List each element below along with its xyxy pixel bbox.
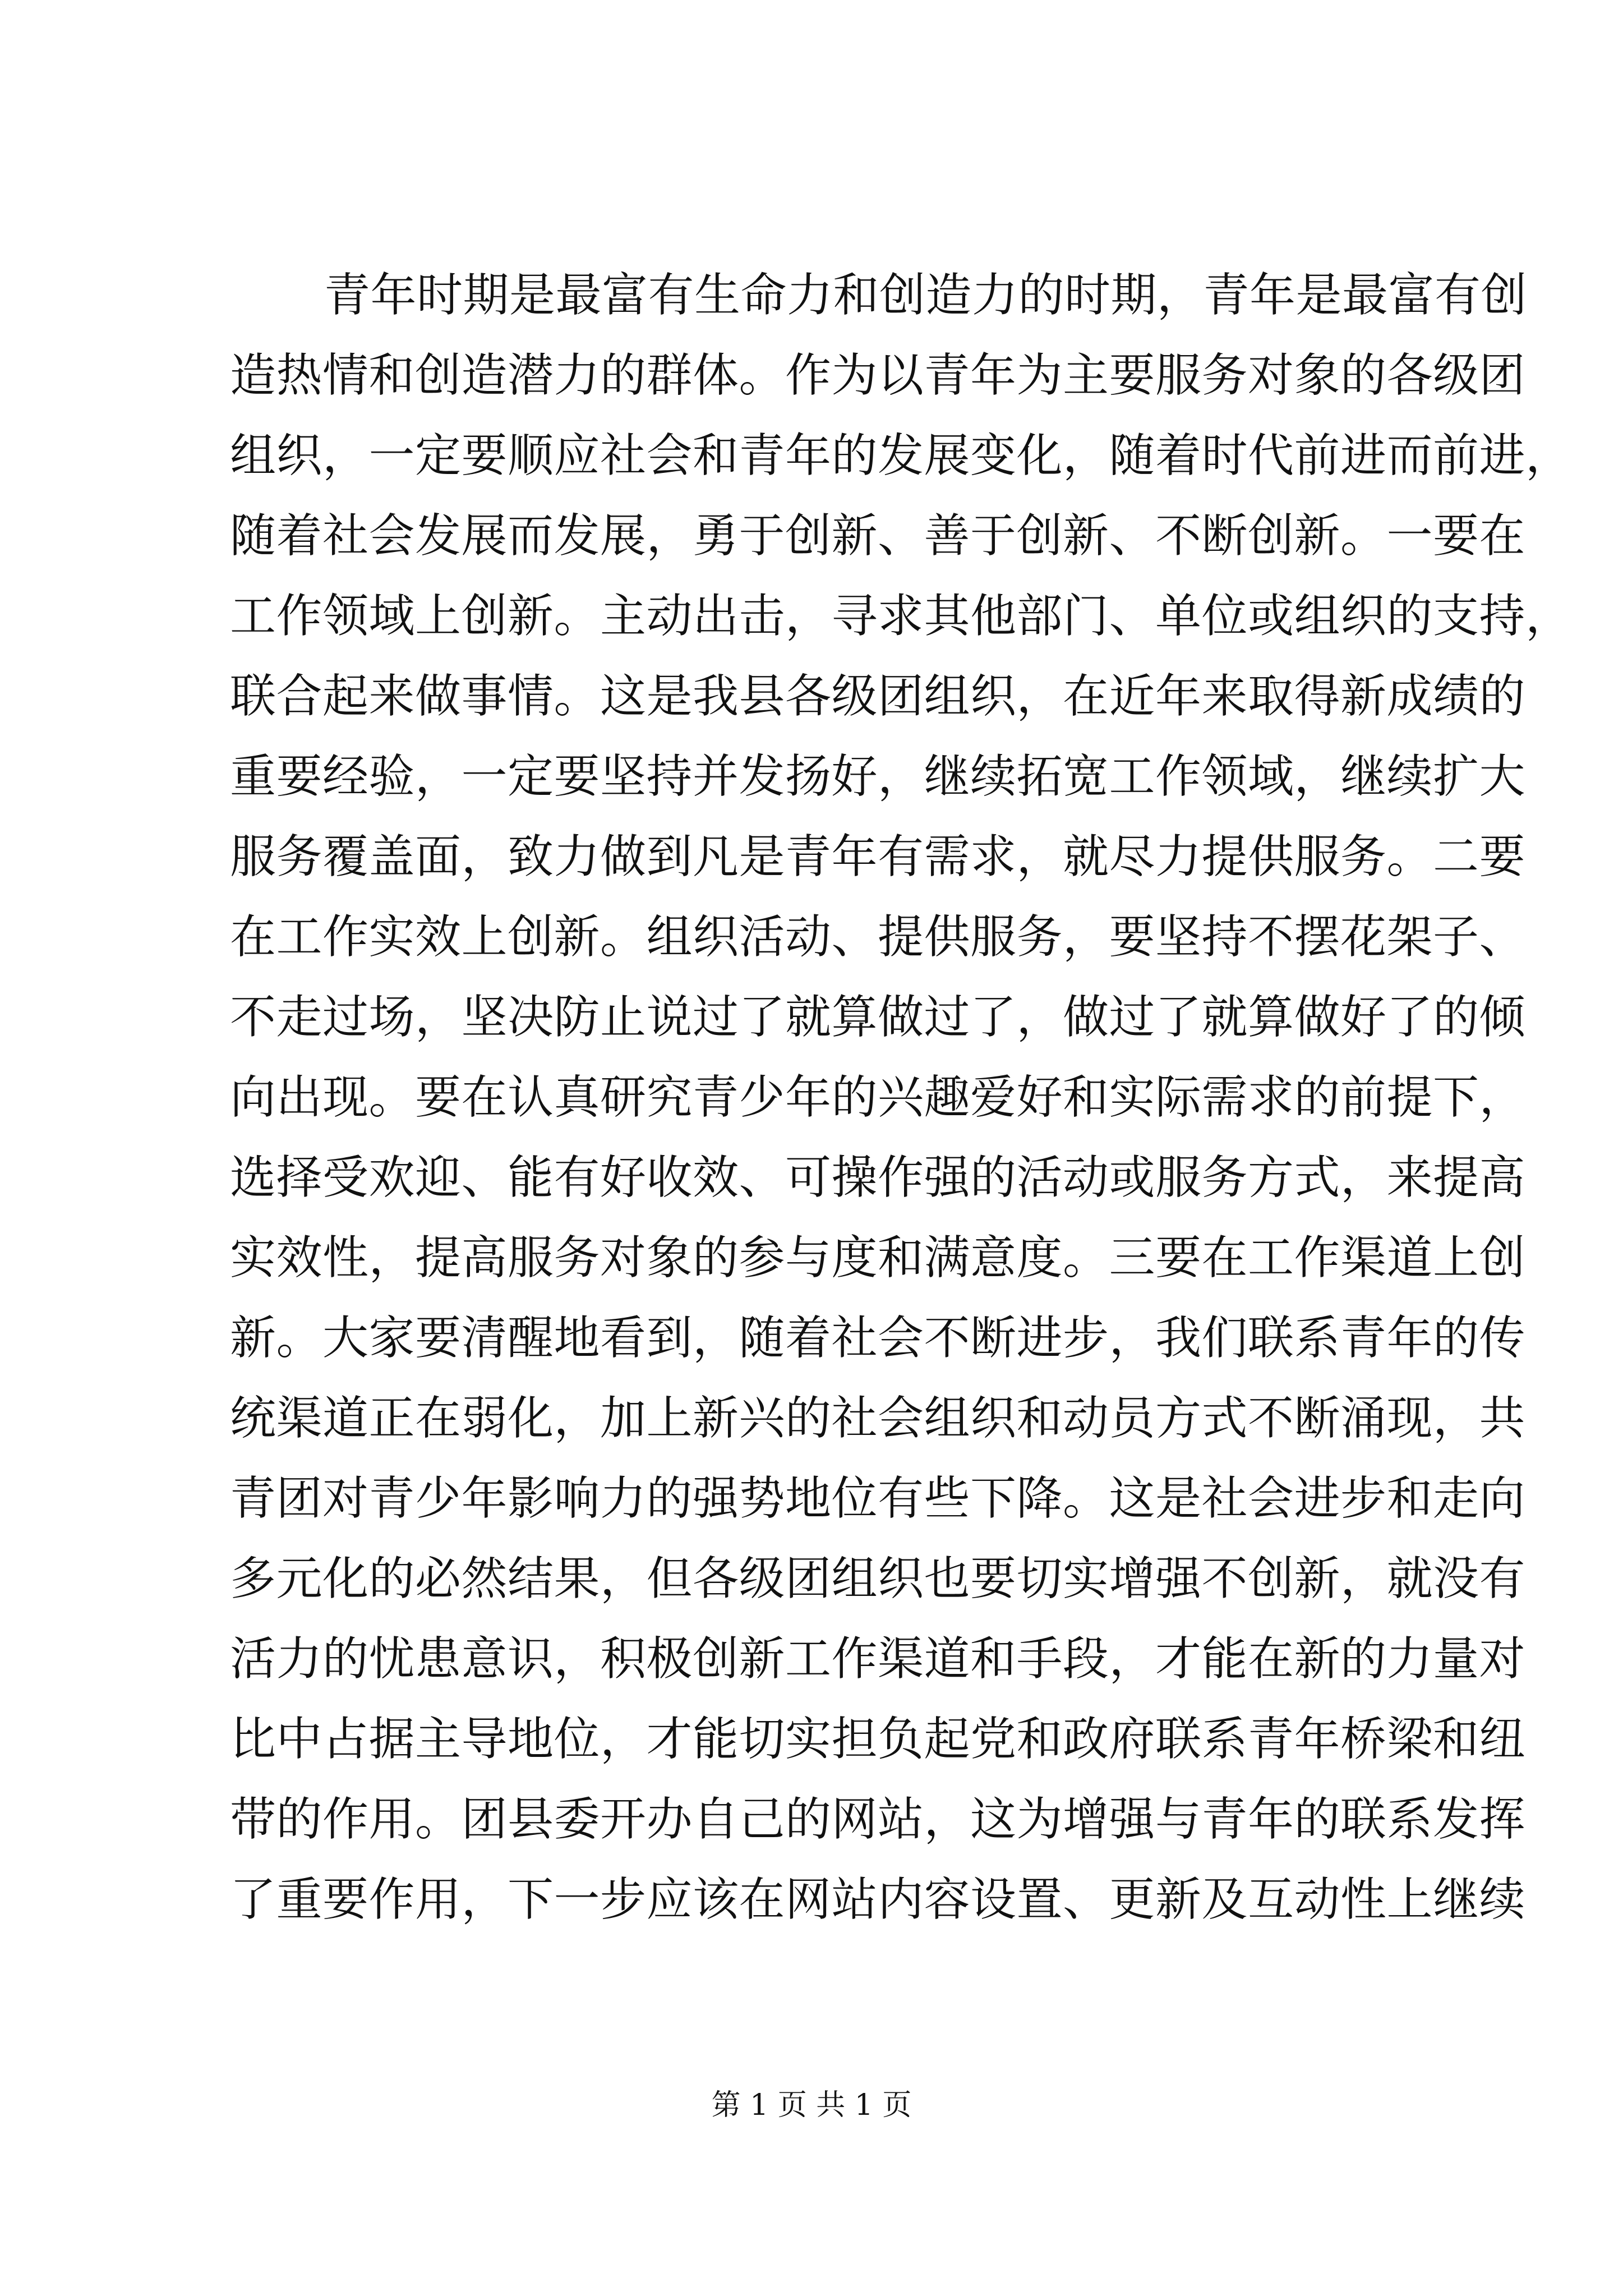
text-line: 重要经验，一定要坚持并发扬好，继续拓宽工作领域，继续扩大 [230,750,1526,803]
text-line: 多元化的必然结果，但各级团组织也要切实增强不创新，就没有 [230,1552,1526,1605]
text-line: 青团对青少年影响力的强势地位有些下降。这是社会进步和走向 [230,1472,1526,1525]
page-number-footer: 第 1 页 共 1 页 [711,2088,912,2122]
text-line: 随着社会发展而发展，勇于创新、善于创新、不断创新。一要在 [230,509,1526,563]
text-line: 在工作实效上创新。组织活动、提供服务，要坚持不摆花架子、 [230,910,1526,964]
text-line: 组织，一定要顺应社会和青年的发展变化，随着时代前进而前进， [230,429,1572,482]
text-line: 工作领域上创新。主动出击，寻求其他部门、单位或组织的支持， [230,590,1572,643]
text-line: 活力的忧患意识，积极创新工作渠道和手段，才能在新的力量对 [230,1632,1526,1686]
text-line: 联合起来做事情。这是我县各级团组织，在近年来取得新成绩的 [230,670,1526,723]
text-line: 统渠道正在弱化，加上新兴的社会组织和动员方式不断涌现，共 [230,1392,1526,1445]
text-line: 带的作用。团县委开办自己的网站，这为增强与青年的联系发挥 [230,1793,1526,1846]
text-line: 实效性，提高服务对象的参与度和满意度。三要在工作渠道上创 [230,1231,1526,1285]
text-line: 了重要作用，下一步应该在网站内容设置、更新及互动性上继续 [230,1873,1526,1926]
text-line: 新。大家要清醒地看到，随着社会不断进步，我们联系青年的传 [230,1312,1526,1365]
text-line: 比中占据主导地位，才能切实担负起党和政府联系青年桥梁和纽 [230,1713,1526,1766]
text-line: 向出现。要在认真研究青少年的兴趣爱好和实际需求的前提下， [230,1071,1526,1124]
text-line: 服务覆盖面，致力做到凡是青年有需求，就尽力提供服务。二要 [230,830,1526,884]
text-line: 青年时期是最富有生命力和创造力的时期，青年是最富有创 [324,269,1528,322]
text-line: 不走过场，坚决防止说过了就算做过了，做过了就算做好了的倾 [230,991,1526,1044]
text-line: 造热情和创造潜力的群体。作为以青年为主要服务对象的各级团 [230,349,1526,402]
body-paragraph [230,255,1572,1940]
text-line: 选择受欢迎、能有好收效、可操作强的活动或服务方式，来提高 [230,1151,1526,1204]
